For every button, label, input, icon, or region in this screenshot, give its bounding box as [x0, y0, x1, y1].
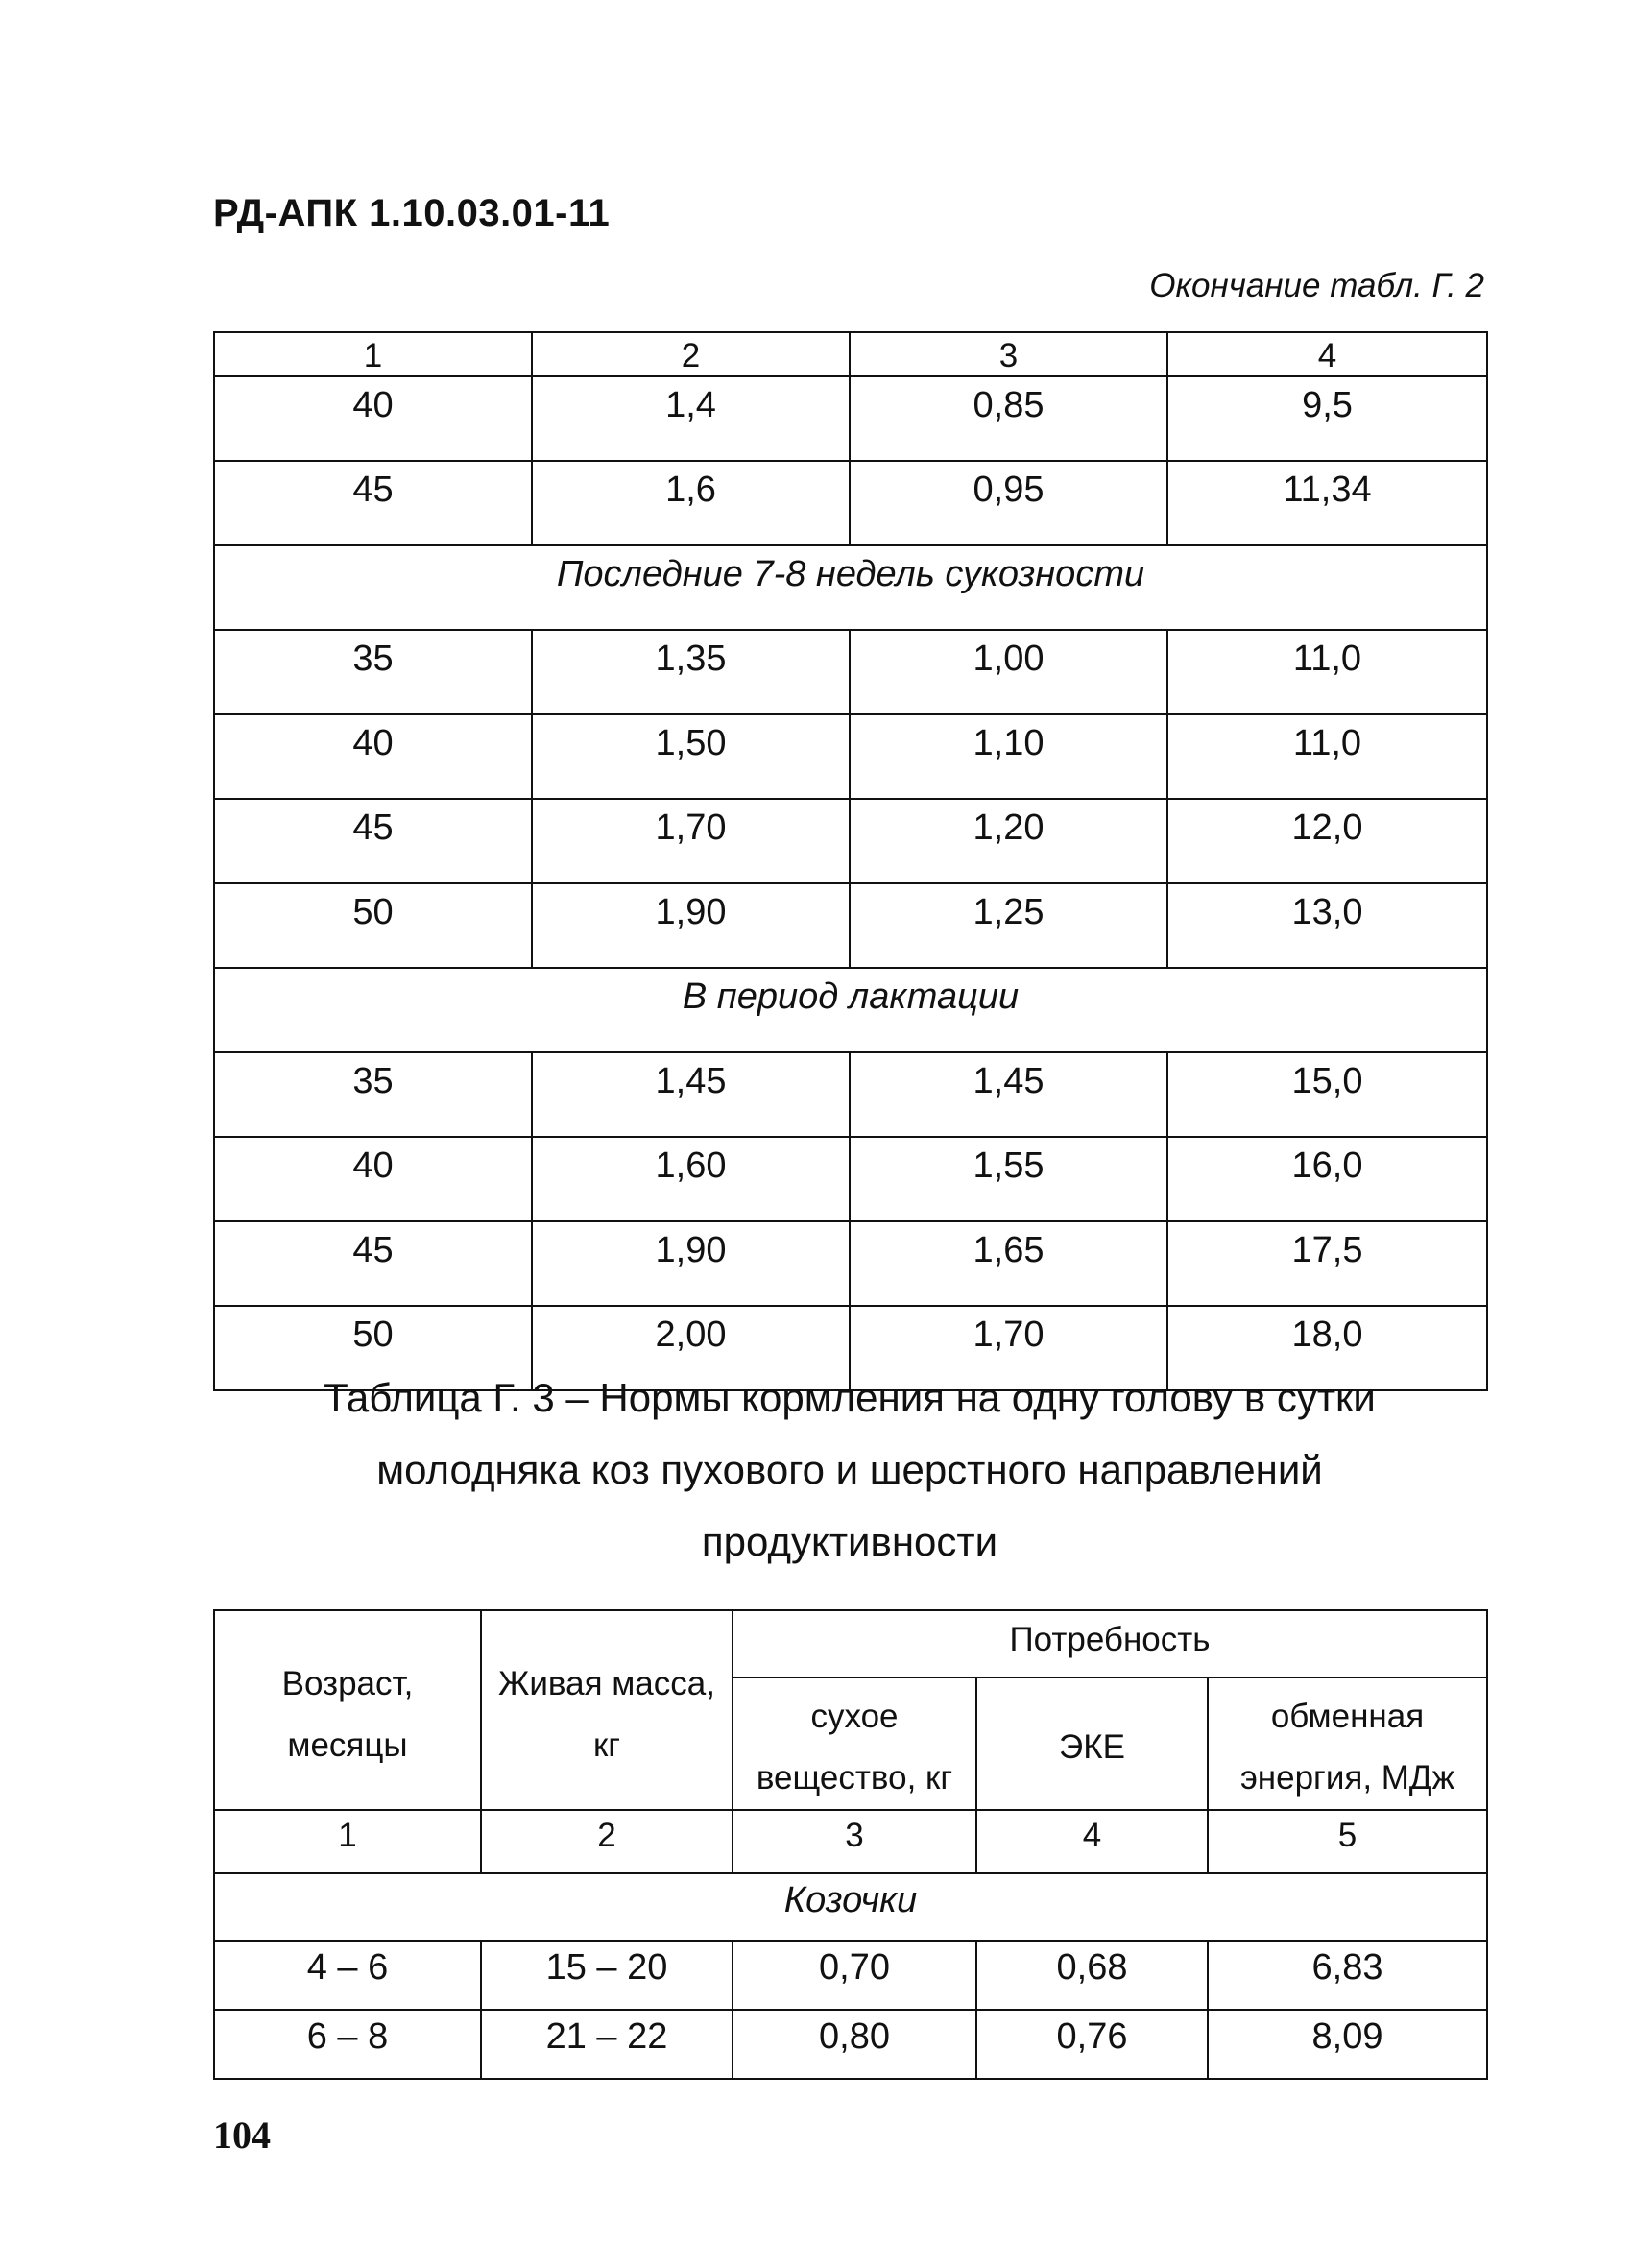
live-mass-header	[481, 1610, 733, 1810]
table-cell: 15,0	[1167, 1052, 1487, 1137]
table-cell: 1,50	[532, 714, 850, 799]
table-cell: 50	[214, 1306, 532, 1390]
header-row	[214, 1610, 1487, 1677]
table-cell: 45	[214, 461, 532, 545]
table-cell: 1,45	[850, 1052, 1167, 1137]
table-cell: 45	[214, 1221, 532, 1306]
table-cell: 1,65	[850, 1221, 1167, 1306]
table-cell: 1,35	[532, 630, 850, 714]
table-cell: 1,00	[850, 630, 1167, 714]
table-cell: 1,90	[532, 1221, 850, 1306]
table-row	[214, 376, 1487, 461]
age-header-line: Возраст,	[281, 1665, 414, 1702]
column-number: 2	[532, 332, 850, 376]
section-label: Последние 7-8 недель сукозности	[214, 545, 1487, 630]
dry-matter-header	[733, 1677, 976, 1810]
table-cell: 0,95	[850, 461, 1167, 545]
table-cell: 1,10	[850, 714, 1167, 799]
table-cell: 11,34	[1167, 461, 1487, 545]
mass-header-line: Живая масса,	[498, 1665, 715, 1702]
column-number: 4	[1167, 332, 1487, 376]
table-cell: 1,70	[850, 1306, 1167, 1390]
energy-header-line: энергия, МДж	[1239, 1759, 1455, 1797]
table-cell: 6 – 8	[214, 2010, 481, 2079]
column-number: 2	[481, 1810, 733, 1873]
table-cell: 1,4	[532, 376, 850, 461]
table-cell: 11,0	[1167, 630, 1487, 714]
table-cell: 35	[214, 630, 532, 714]
dry-header-line: сухое	[810, 1698, 899, 1735]
page-number: 104	[213, 2113, 271, 2157]
column-number: 3	[850, 332, 1167, 376]
section-row	[214, 545, 1487, 630]
section-label: Козочки	[214, 1873, 1487, 1941]
requirement-header: Потребность	[733, 1610, 1487, 1677]
caption-line: продуктивности	[701, 1519, 998, 1564]
dry-header-line: вещество, кг	[756, 1759, 953, 1797]
table-cell: 40	[214, 376, 532, 461]
table-cell: 45	[214, 799, 532, 883]
table-cell: 0,70	[733, 1941, 976, 2010]
feeding-norms-table-g2	[213, 331, 1488, 1391]
table-row	[214, 714, 1487, 799]
energy-header	[1208, 1677, 1487, 1810]
age-header	[214, 1610, 481, 1810]
table-cell: 1,55	[850, 1137, 1167, 1221]
table-cell: 40	[214, 714, 532, 799]
table-cell: 40	[214, 1137, 532, 1221]
table-cell: 9,5	[1167, 376, 1487, 461]
mass-header-line: кг	[592, 1726, 621, 1764]
table-cell: 15 – 20	[481, 1941, 733, 2010]
table-row	[214, 883, 1487, 968]
energy-header-line: обменная	[1270, 1698, 1425, 1735]
table-cell: 0,80	[733, 2010, 976, 2079]
table-caption	[213, 1362, 1486, 1578]
table-cell: 2,00	[532, 1306, 850, 1390]
column-number: 4	[976, 1810, 1208, 1873]
table-cell: 1,60	[532, 1137, 850, 1221]
table-row	[214, 630, 1487, 714]
table-cell: 50	[214, 883, 532, 968]
table-row	[214, 799, 1487, 883]
table-cell: 21 – 22	[481, 2010, 733, 2079]
table-cell: 1,70	[532, 799, 850, 883]
table-cell: 0,68	[976, 1941, 1208, 2010]
table-cell: 6,83	[1208, 1941, 1487, 2010]
table-row	[214, 1137, 1487, 1221]
table-cell: 0,76	[976, 2010, 1208, 2079]
section-label: В период лактации	[214, 968, 1487, 1052]
table-cell: 18,0	[1167, 1306, 1487, 1390]
caption-line: молодняка коз пухового и шерстного направлений	[376, 1447, 1323, 1492]
table-cell: 1,6	[532, 461, 850, 545]
table-cell: 1,20	[850, 799, 1167, 883]
table-row	[214, 1052, 1487, 1137]
table-cell: 12,0	[1167, 799, 1487, 883]
column-number-row	[214, 332, 1487, 376]
column-number: 5	[1208, 1810, 1487, 1873]
table-cell: 16,0	[1167, 1137, 1487, 1221]
table-cell: 35	[214, 1052, 532, 1137]
table-row	[214, 1221, 1487, 1306]
document-code: РД-АПК 1.10.03.01-11	[213, 192, 611, 234]
table-continuation-note: Окончание табл. Г. 2	[1149, 267, 1484, 304]
table-cell: 13,0	[1167, 883, 1487, 968]
table-cell: 1,90	[532, 883, 850, 968]
column-number: 1	[214, 1810, 481, 1873]
caption-line: Таблица Г. 3 – Нормы кормления на одну голову в сутки	[324, 1375, 1376, 1420]
table-cell: 11,0	[1167, 714, 1487, 799]
table-row	[214, 461, 1487, 545]
table-cell: 0,85	[850, 376, 1167, 461]
table-row	[214, 1941, 1487, 2010]
section-row	[214, 968, 1487, 1052]
table-cell: 4 – 6	[214, 1941, 481, 2010]
column-number: 1	[214, 332, 532, 376]
age-header-line: месяцы	[287, 1726, 408, 1764]
section-row	[214, 1873, 1487, 1941]
table-cell: 1,45	[532, 1052, 850, 1137]
eke-header: ЭКЕ	[976, 1677, 1208, 1810]
table-cell: 8,09	[1208, 2010, 1487, 2079]
table-cell: 17,5	[1167, 1221, 1487, 1306]
column-number-row	[214, 1810, 1487, 1873]
column-number: 3	[733, 1810, 976, 1873]
table-row	[214, 2010, 1487, 2079]
table-cell: 1,25	[850, 883, 1167, 968]
feeding-norms-table-g3	[213, 1609, 1488, 2080]
